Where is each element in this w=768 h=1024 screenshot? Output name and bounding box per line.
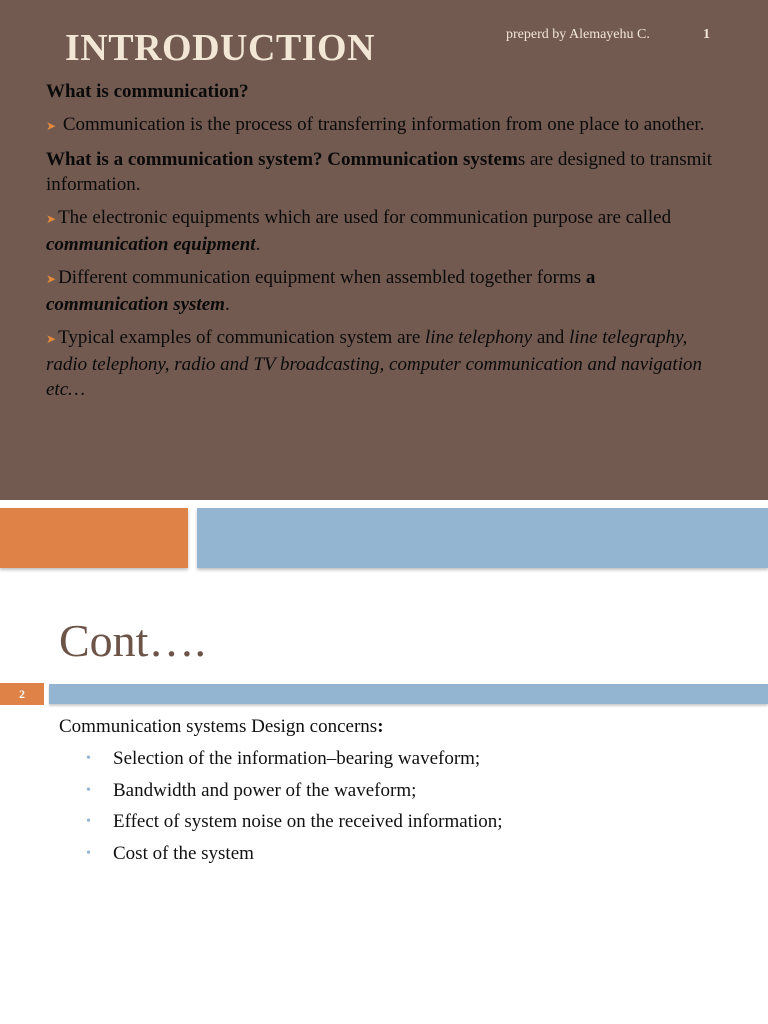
paragraph-examples: ➤ Typical examples of communication system are line telephony and line telegraphy, radio telephony, radio and TV broadcasting, computer communication and navigation etc… [46,327,702,400]
arrow-bullet-icon: ➤ [46,272,57,286]
question-communication-system: What is a communication system? Communication systems are designed to transmit information. [46,149,713,195]
author-credit: preperd by Alemayehu C. [506,27,650,42]
slide-2 [0,578,768,1024]
arrow-bullet-icon: ➤ [46,119,57,133]
list-item: • Effect of system noise on the received information; [86,809,503,841]
design-concerns-list [86,746,503,872]
blue-accent-block [197,508,768,568]
slide-1 [0,0,768,500]
bullet-icon: • [86,814,91,829]
slide-divider-band [0,500,768,578]
list-item: • Cost of the system [86,841,503,873]
paragraph-assembled: ➤ Different communication equipment when assembled together forms a communication system. [46,267,596,315]
question-what-is-communication: What is communication? [46,81,249,102]
bullet-icon: • [86,782,91,798]
design-concerns-heading: Communication systems Design concerns: [59,716,384,737]
list-item: • Selection of the information–bearing waveform; [86,746,503,778]
slide-2-accent-bar [49,684,768,704]
slide-2-page-number: 2 [0,683,44,705]
bullet-icon: • [86,751,91,766]
paragraph-definition: ➤ Communication is the process of transferring information from one place to another. [46,114,705,135]
list-item: • Bandwidth and power of the waveform; [86,778,503,810]
bullet-icon: • [86,845,91,861]
paragraph-equipment: ➤ The electronic equipments which are used for communication purpose are called communication equipment. [46,207,672,255]
arrow-bullet-icon: ➤ [46,332,57,346]
slide-1-title: INTRODUCTION [65,27,376,69]
slide-2-title: Cont…. [59,615,206,666]
slide-1-page-number: 1 [703,27,710,42]
arrow-bullet-icon: ➤ [46,212,57,226]
orange-accent-block [0,508,188,568]
slide-1-body [46,79,722,410]
